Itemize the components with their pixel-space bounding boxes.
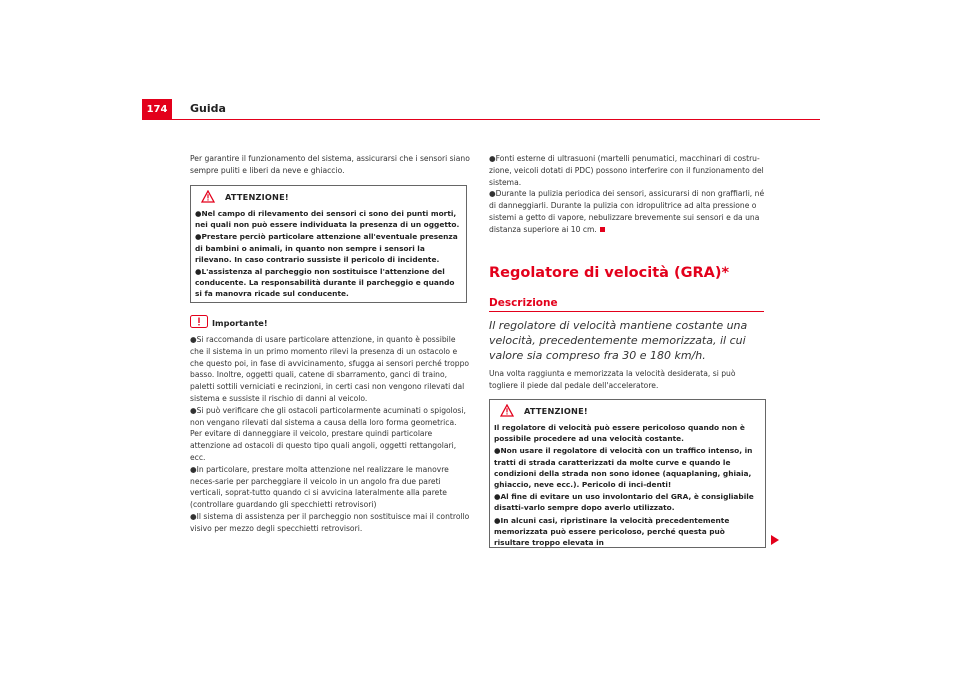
bullet-icon: ● [489,189,496,199]
chapter-heading: Regolatore di velocità (GRA)* [489,265,730,281]
right-bullet-item: ●Fonti esterne di ultrasuoni (martelli penumatici, macchinari di costru-zione, veicoli dotati di PDC) possono interferire con il funzionamento del sistema. [489,154,764,187]
right-bullet-item: ●Durante la pulizia periodica dei sensori, assicurarsi di non graffiarli, né di danneggiarli. Durante la pulizia con idropulitrice ad alta pressione o sistemi a getto di vapore, nebulizzare brevemente sui sensori e da una distanza superiore ai 10 cm. [489,189,765,234]
subheading: Descrizione [489,297,558,309]
warning-body [490,422,765,553]
note-item: ●In particolare, prestare molta attenzione nel realizzare le manovre neces-sarie per parcheggiare il veicolo in un angolo fra due pareti verticali, soprat-tutto quando ci si avvicina lateralmente alla parete (controllare guardando gli specchietti retrovisori) [190,464,449,510]
header-rule [142,119,820,120]
warning-item: ●In alcuni casi, ripristinare la velocità precedentemente memorizzata può essere pericoloso, perché questa può risultare troppo elevata in [494,515,730,548]
note-item: ●Si può verificare che gli ostacoli particolarmente acuminati o spigolosi, non vengano rilevati dal sistema a causa della loro forma geometrica. Per evitare di danneggiare il veicolo, prestare quindi particolare attenzione ad ostacoli di questo tipo quali angoli, oggetti rettangolari, ecc. [190,405,466,462]
end-of-section-icon [600,227,605,232]
left-intro-text: Per garantire il funzionamento del sistema, assicurarsi che i sensori siano sempre puliti e liberi da neve e ghiaccio. [190,154,470,175]
left-intro [190,153,470,177]
bullet-icon: ● [195,232,202,242]
intro-italic: Il regolatore di velocità mantiene costante una velocità, precedentemente memorizzata, il cui valore sia compreso fra 30 e 180 km/h. [489,319,748,362]
warning-box-left [190,185,467,303]
warning-item: ●Non usare il regolatore di velocità con un traffico intenso, in tratti di strada caratterizzati da molte curve e quando le condizioni della strada non sono idonee (aquaplaning, ghiaia, ghiaccio, neve ecc.). Pericolo di inci-denti! [494,446,753,490]
note-title: Importante! [212,317,268,328]
right-bullets [489,153,766,236]
bullet-icon: ● [494,515,501,525]
warning-title: ATTENZIONE! [524,406,588,416]
bullet-icon: ● [195,209,202,218]
bullet-icon: ● [489,154,496,163]
warning-header [490,400,765,422]
bullet-icon: ● [195,267,202,277]
bullet-icon: ● [494,492,501,502]
section-title: Guida [190,102,226,115]
bullet-icon: ● [190,335,197,344]
page-number: 174 [142,99,172,120]
warning-lead: Il regolatore di velocità può essere pericoloso quando non è possibile procedere ad una velocità costante. [494,423,745,444]
warning-triangle-icon [201,188,215,207]
warning-item: ●Al fine di evitare un uso involontario del GRA, è consigliabile disatti-varlo sempre dopo averlo utilizzato. [494,492,754,513]
body-text: Una volta raggiunta e memorizzata la velocità desiderata, si può togliere il piede dal pedale dell'acceleratore. [489,369,736,390]
bullet-icon: ● [190,405,197,415]
warning-body [191,208,466,305]
warning-title: ATTENZIONE! [225,192,289,202]
continue-arrow-icon [771,530,779,549]
warning-triangle-icon [500,402,514,421]
warning-item: ●L'assistenza al parcheggio non sostituisce l'attenzione del conducente. La responsabilità durante il parcheggio e quando si fa manovra ricade sul conducente. [195,267,455,299]
bullet-icon: ● [190,464,197,474]
warning-item: ●Prestare perciò particolare attenzione all'eventuale presenza di bambini o animali, in quanto non sempre i sensori la rilevano. In caso contrario sussiste il pericolo di incidente. [195,232,458,264]
bullet-icon: ● [494,446,501,456]
warning-header [191,186,466,208]
warning-item: ●Nel campo di rilevamento dei sensori ci sono dei punti morti, nei quali non può essere individuata la presenza di un oggetto. [195,209,460,230]
subheading-rule [489,311,764,312]
note-header [190,313,470,332]
exclamation-icon [190,313,208,332]
note-body [190,334,470,535]
note-item: ●Il sistema di assistenza per il parcheggio non sostituisce mai il controllo visivo per mezzo degli specchietti retrovisori. [190,511,470,533]
warning-box-right [489,399,766,548]
note-section [190,313,470,535]
note-item: ●Si raccomanda di usare particolare attenzione, in quanto è possibile che il sistema in un primo momento rilevi la presenza di un ostacolo e che questo poi, in fase di avvicinamento, sfugga ai sensori perché troppo basso. Inoltre, oggetti quali, catene di sbarramento, ganci di traino, paletti sottili verniciati e recinzioni, in certi casi non vengono rilevati dal sistema e sussiste il rischio di danni al veicolo. [190,335,470,403]
bullet-icon: ● [190,511,197,521]
